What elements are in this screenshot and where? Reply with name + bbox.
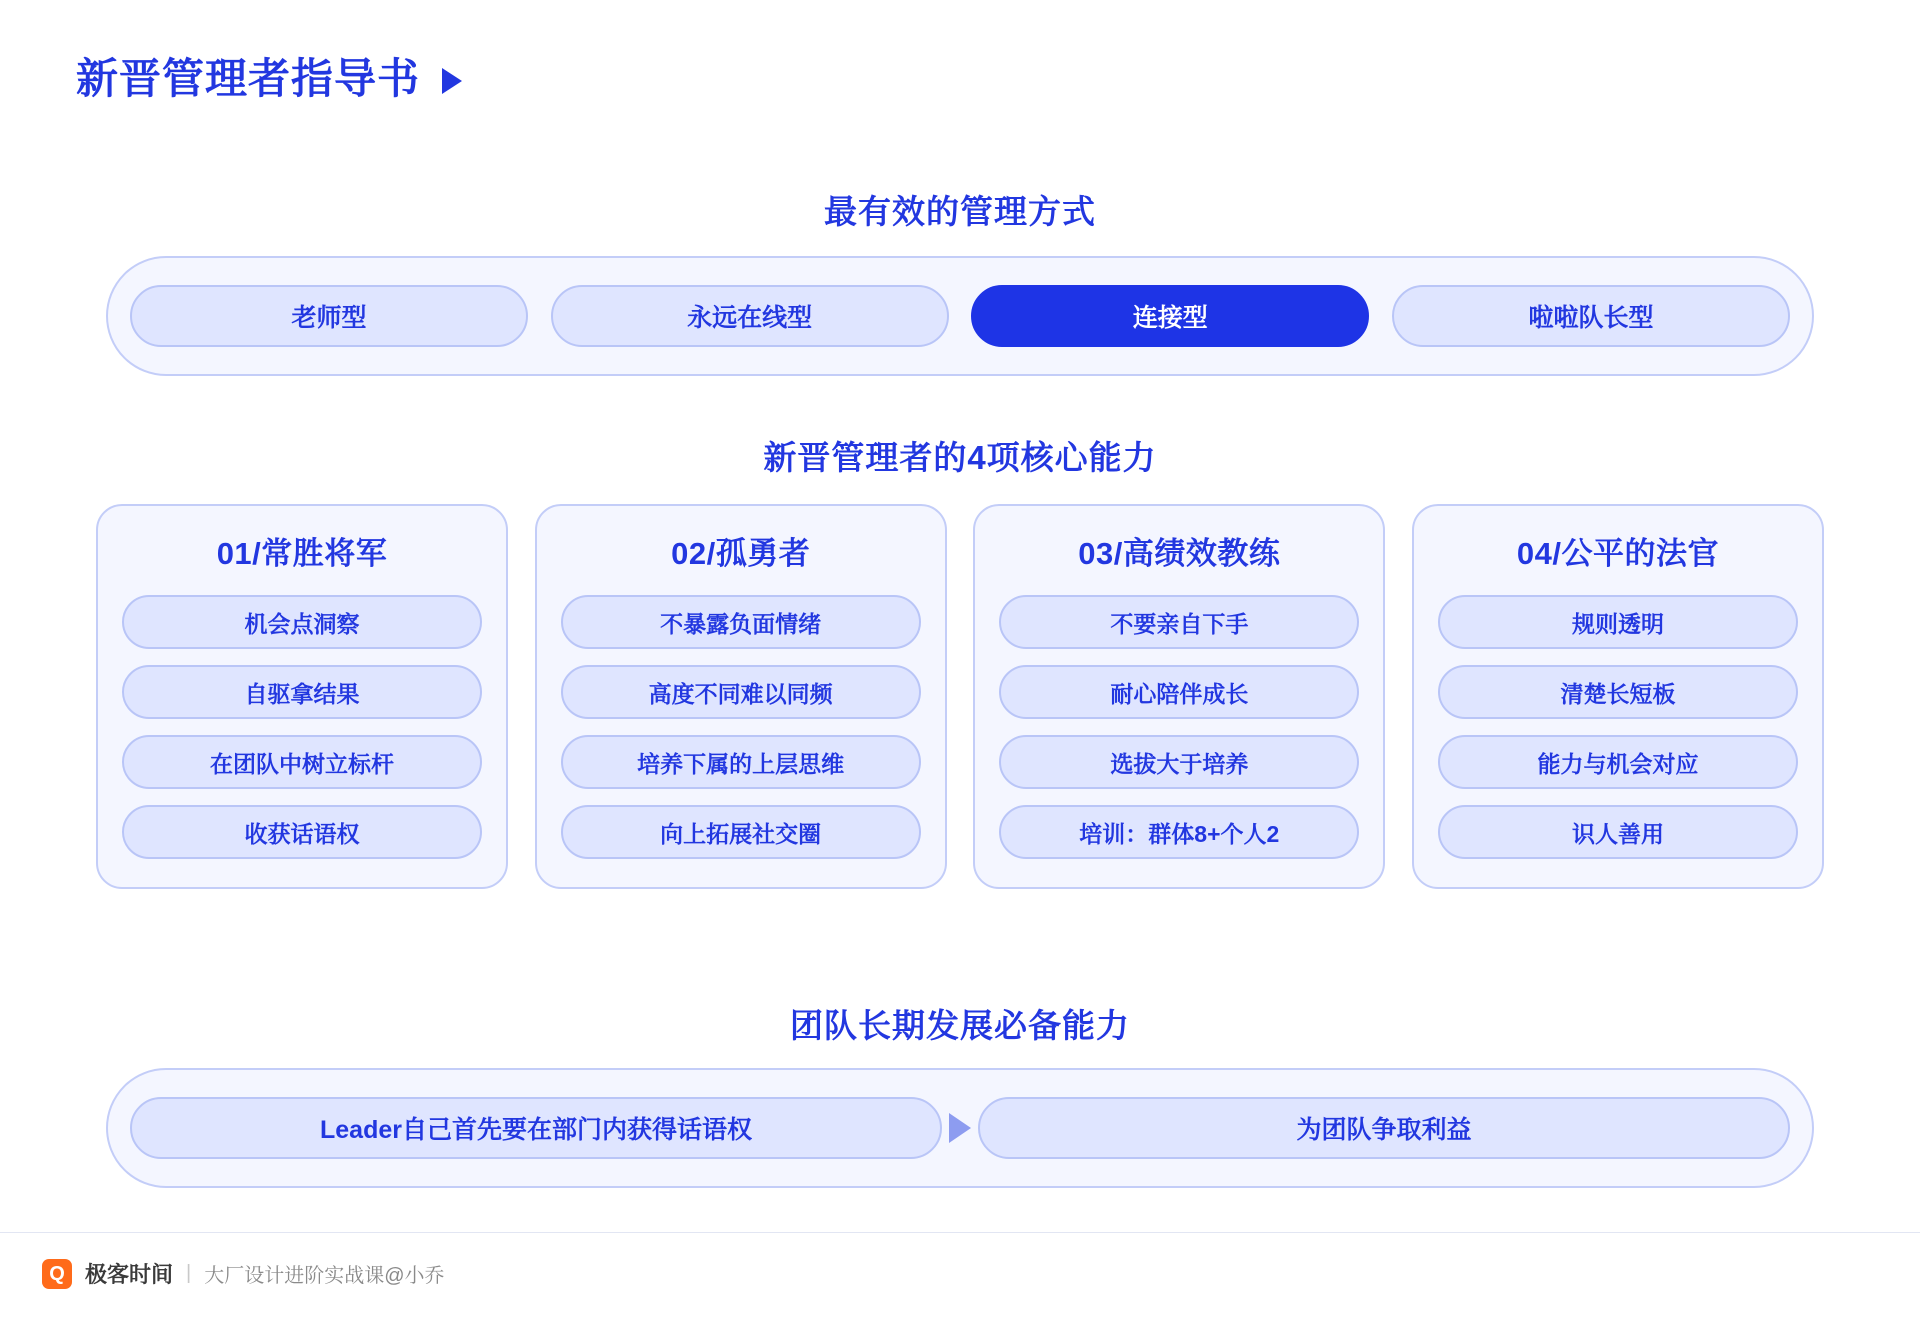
capability-item[interactable]: 向上拓展社交圈 bbox=[561, 805, 921, 859]
capability-card-title: 01/常胜将军 bbox=[216, 536, 388, 571]
capability-item[interactable]: 在团队中树立标杆 bbox=[122, 735, 482, 789]
capability-item[interactable]: 能力与机会对应 bbox=[1438, 735, 1798, 789]
capability-item[interactable]: 机会点洞察 bbox=[122, 595, 482, 649]
capability-item[interactable]: 耐心陪伴成长 bbox=[999, 665, 1359, 719]
management-styles-group bbox=[106, 256, 1814, 376]
capability-card-title: 02/孤勇者 bbox=[671, 536, 811, 571]
capability-item[interactable]: 自驱拿结果 bbox=[122, 665, 482, 719]
capability-card-01 bbox=[96, 504, 508, 889]
capability-item[interactable]: 不要亲自下手 bbox=[999, 595, 1359, 649]
flow-step-leader-voice[interactable]: Leader自己首先要在部门内获得话语权 bbox=[130, 1097, 942, 1159]
capability-card-title: 04/公平的法官 bbox=[1516, 536, 1720, 571]
capability-card-03 bbox=[973, 504, 1385, 889]
footer bbox=[42, 1258, 445, 1289]
longterm-flow-group bbox=[106, 1068, 1814, 1188]
capability-item[interactable]: 收获话语权 bbox=[122, 805, 482, 859]
capability-item[interactable]: 规则透明 bbox=[1438, 595, 1798, 649]
capability-card-title: 03/高绩效教练 bbox=[1078, 536, 1281, 571]
capability-item[interactable]: 不暴露负面情绪 bbox=[561, 595, 921, 649]
section-heading-core-capabilities: 新晋管理者的4项核心能力 bbox=[763, 439, 1157, 476]
style-option-always-online[interactable]: 永远在线型 bbox=[551, 285, 949, 347]
brand-logo-icon: Q bbox=[42, 1259, 72, 1289]
footer-separator: | bbox=[186, 1262, 192, 1284]
footer-divider bbox=[0, 1232, 1920, 1233]
section-heading-management-styles: 最有效的管理方式 bbox=[824, 193, 1096, 230]
style-option-cheerleader[interactable]: 啦啦队长型 bbox=[1392, 285, 1790, 347]
style-option-connector[interactable]: 连接型 bbox=[971, 285, 1369, 347]
style-option-teacher[interactable]: 老师型 bbox=[130, 285, 528, 347]
capability-item[interactable]: 选拔大于培养 bbox=[999, 735, 1359, 789]
section-heading-longterm: 团队长期发展必备能力 bbox=[790, 1007, 1130, 1044]
capability-item[interactable]: 清楚长短板 bbox=[1438, 665, 1798, 719]
capability-item[interactable]: 高度不同难以同频 bbox=[561, 665, 921, 719]
footer-course-note: 大厂设计进阶实战课@小乔 bbox=[204, 1265, 445, 1287]
capability-item[interactable]: 培训：群体8+个人2 bbox=[999, 805, 1359, 859]
footer-brand-name: 极客时间 bbox=[85, 1262, 174, 1287]
flow-step-team-benefit[interactable]: 为团队争取利益 bbox=[978, 1097, 1790, 1159]
capability-item[interactable]: 识人善用 bbox=[1438, 805, 1798, 859]
capability-item[interactable]: 培养下属的上层思维 bbox=[561, 735, 921, 789]
capability-card-04 bbox=[1412, 504, 1824, 889]
page-title: 新晋管理者指导书 bbox=[76, 55, 421, 102]
triangle-right-icon bbox=[442, 68, 462, 94]
capability-cards-row bbox=[96, 504, 1824, 889]
capability-card-02 bbox=[535, 504, 947, 889]
page-title-row bbox=[76, 55, 462, 102]
triangle-right-icon bbox=[949, 1113, 971, 1143]
